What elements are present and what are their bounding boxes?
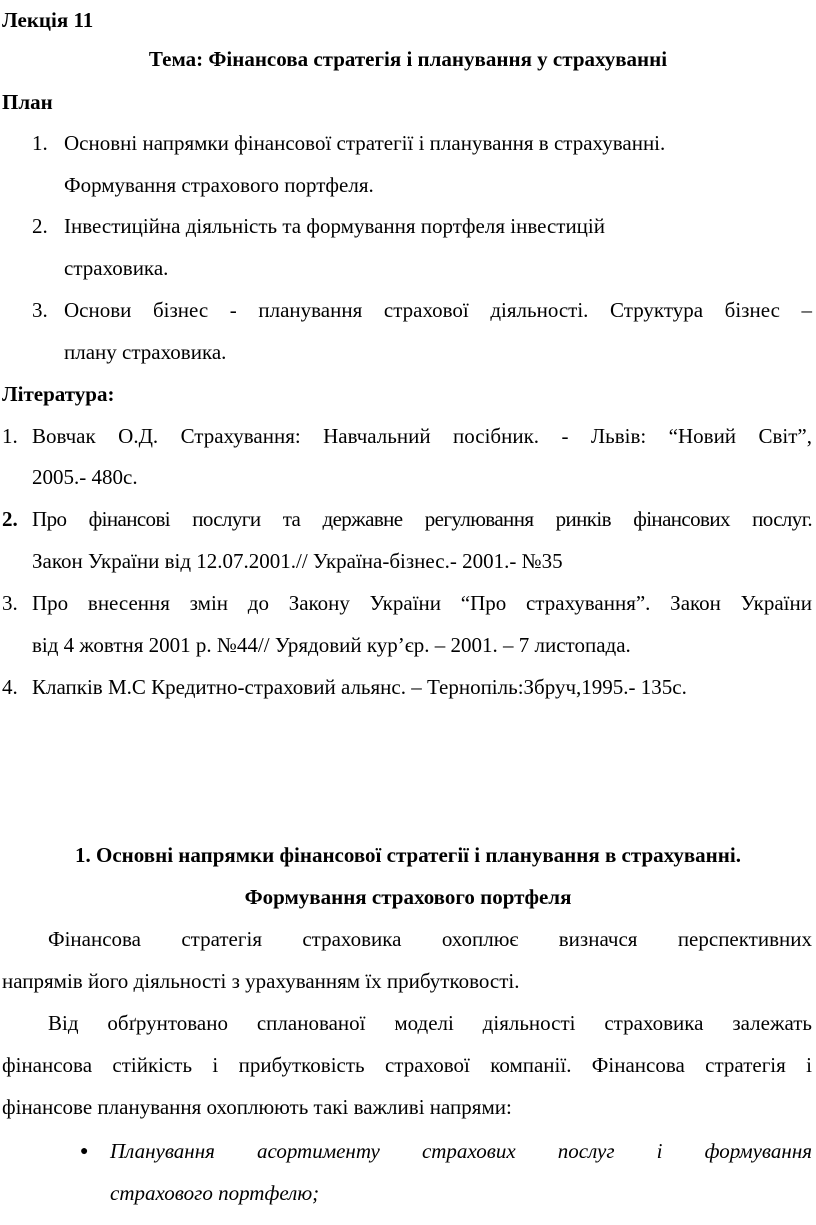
lecture-topic: Тема: Фінансова стратегія і планування у страхуванні [148,47,668,71]
literature-item-text: Про внесення змін до Закону України “Про страхування”. Закон України [32,591,812,615]
plan-item-text: Інвестиційна діяльність та формування портфеля інвестицій [64,214,605,238]
literature-item-text: Вовчак О.Д. Страхування: Навчальний посібник. - Львів: “Новий Світ”, [32,424,812,448]
paragraph-line: фінансова стійкість і прибутковість страхової компанії. Фінансова стратегія і [2,1053,812,1077]
paragraph-line: Від обґрунтовано спланованої моделі діяльності страховика залежать [48,1011,812,1035]
plan-item-text-cont: страховика. [64,256,169,280]
plan-item-text-cont: плану страховика. [64,340,227,364]
literature-item-number: 3. [2,591,18,615]
bullet-text: Планування асортименту страхових послуг і формування [110,1139,812,1163]
plan-item-number: 1. [32,131,48,155]
plan-item-number: 3. [32,298,48,322]
literature-item-text-cont: від 4 жовтня 2001 р. №44// Урядовий кур’єр. – 2001. – 7 листопада. [32,633,631,657]
literature-item-text-cont: 2005.- 480с. [32,465,138,489]
plan-item-number: 2. [32,214,48,238]
bullet-text-cont: страхового портфелю; [110,1181,320,1205]
plan-item-text: Основи бізнес - планування страхової діяльності. Структура бізнес – [64,298,812,322]
section-heading: 1. Основні напрямки фінансової стратегії і планування в страхуванні. [75,843,741,867]
paragraph-line: напрямів його діяльності з урахуванням їх прибутковості. [2,969,520,993]
paragraph-line: фінансове планування охоплюють такі важливі напрями: [2,1095,512,1119]
lecture-number: Лекція 11 [2,8,94,32]
literature-item-number: 1. [2,424,18,448]
bullet-icon: ● [80,1144,89,1159]
literature-item-number: 2. [2,507,18,531]
literature-item-number: 4. [2,675,18,699]
plan-heading: План [2,90,53,114]
literature-item-text: Про фінансові послуги та державне регулювання ринків фінансових послуг. [32,507,812,531]
section-subheading: Формування страхового портфеля [244,885,572,909]
paragraph-line: Фінансова стратегія страховика охоплює визначся перспективних [48,927,812,951]
literature-item-text: Клапків М.С Кредитно-страховий альянс. – Тернопіль:Збруч,1995.- 135с. [32,675,687,699]
plan-item-text-cont: Формування страхового портфеля. [64,173,374,197]
plan-item-text: Основні напрямки фінансової стратегії і планування в страхуванні. [64,131,666,155]
literature-item-text-cont: Закон України від 12.07.2001.// Україна-бізнес.- 2001.- №35 [32,549,563,573]
literature-heading: Література: [2,382,115,406]
